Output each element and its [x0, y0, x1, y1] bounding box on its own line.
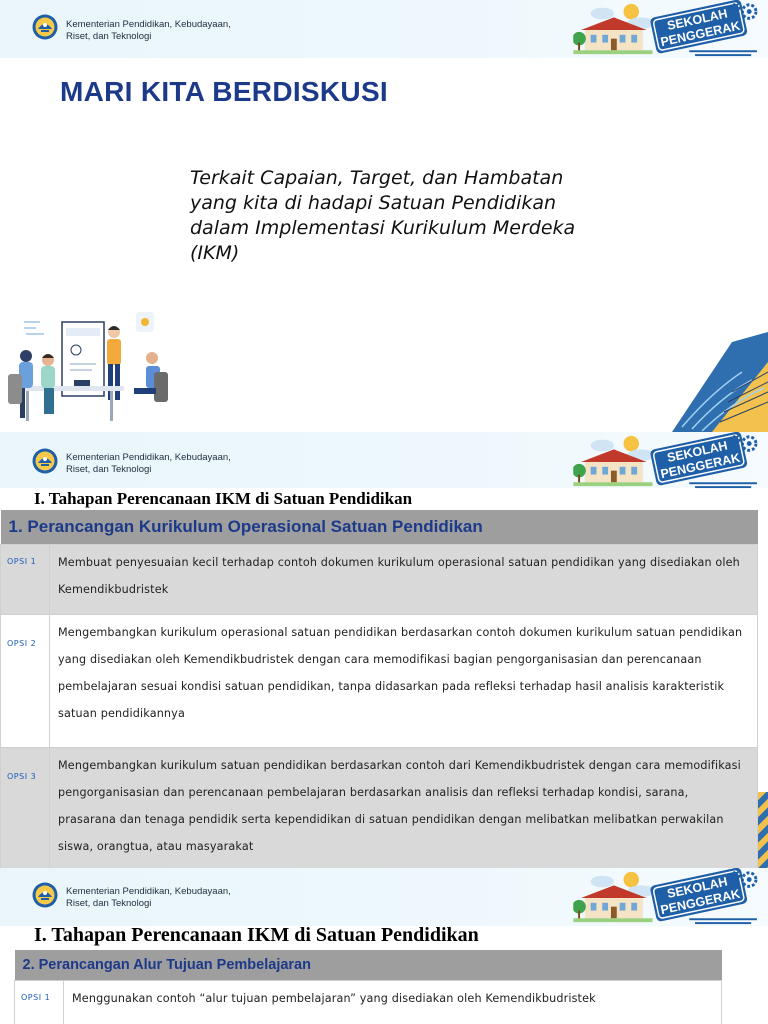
page-title: MARI KITA BERDISKUSI [60, 76, 388, 107]
opsi-text: Mengembangkan kurikulum satuan pendidikan berdasarkan contoh dari Kemendikbudristek dengan cara memodifikasi pengorganisasian dan perencanaan pembelajaran berdasarkan analisis dan refleksi terhadap kondisi, sarana, prasarana dan tenaga pendidik serta kependidikan di satuan pendidikan dengan melibatkan melibatkan perwakilan siswa, orangtua, atau masyarakat [50, 748, 758, 869]
decorative-pattern [672, 332, 768, 432]
section-title: I. Tahapan Perencanaan IKM di Satuan Pendidikan [34, 489, 413, 508]
table-header: 1. Perancangan Kurikulum Operasional Satuan Pendidikan [1, 510, 758, 545]
tut-wuri-handayani-logo [32, 14, 58, 40]
slide-intro [0, 0, 768, 432]
table-header: 2. Perancangan Alur Tujuan Pembelajaran [15, 950, 722, 981]
ministry-name [66, 886, 231, 910]
ministry-name [66, 19, 231, 43]
tut-wuri-handayani-logo [32, 448, 58, 474]
tut-wuri-handayani-logo [32, 882, 58, 908]
ministry-name-line2: Riset, dan Teknologi [66, 898, 152, 909]
slide-kurikulum-operasional [0, 432, 768, 868]
sekolah-penggerak-badge [570, 868, 766, 926]
slide-header [0, 0, 768, 58]
section-title: I. Tahapan Perencanaan IKM di Satuan Pendidikan [34, 924, 479, 946]
opsi-text: Membuat penyesuaian kecil terhadap contoh dokumen kurikulum operasional satuan pendidikan yang disediakan oleh Kemendikbudristek [50, 545, 758, 615]
team-discussion-illustration [4, 310, 172, 428]
options-table [0, 510, 758, 868]
slide-header [0, 432, 768, 488]
opsi-label: OPSI 1 [1, 545, 50, 615]
sekolah-penggerak-badge [570, 0, 766, 58]
ministry-name-line1: Kementerian Pendidikan, Kebudayaan, [66, 452, 231, 463]
slide-alur-tujuan [0, 868, 768, 1024]
slide-header [0, 868, 768, 926]
ministry-name-line1: Kementerian Pendidikan, Kebudayaan, [66, 886, 231, 897]
opsi-label: OPSI 2 [1, 615, 50, 748]
ministry-name [66, 452, 231, 476]
ministry-name-line2: Riset, dan Teknologi [66, 464, 152, 475]
options-table [14, 950, 722, 1024]
table-row [15, 981, 722, 1024]
decorative-pattern [758, 792, 768, 868]
sekolah-penggerak-badge [570, 432, 766, 490]
opsi-label: OPSI 1 [15, 981, 64, 1024]
opsi-text: Mengembangkan kurikulum operasional satuan pendidikan berdasarkan contoh dokumen kurikulum satuan pendidikan yang disediakan oleh Kemendikbudristek dengan cara memodifikasi bagian pengorganisasian dan perencanaan pembelajaran sesuai kondisi satuan pendidikan, tanpa didasarkan pada refleksi terhadap hasil analisis karakteristik satuan pendidikannya [50, 615, 758, 748]
table-row [1, 615, 758, 748]
ministry-name-line2: Riset, dan Teknologi [66, 31, 152, 42]
opsi-text: Menggunakan contoh “alur tujuan pembelajaran” yang disediakan oleh Kemendikbudristek [64, 981, 722, 1024]
ministry-name-line1: Kementerian Pendidikan, Kebudayaan, [66, 19, 231, 30]
discussion-subtitle: Terkait Capaian, Target, dan Hambatan yang kita di hadapi Satuan Pendidikan dalam Implementasi Kurikulum Merdeka (IKM) [190, 167, 576, 264]
table-row [1, 545, 758, 615]
opsi-label: OPSI 3 [1, 748, 50, 869]
table-row [1, 748, 758, 869]
